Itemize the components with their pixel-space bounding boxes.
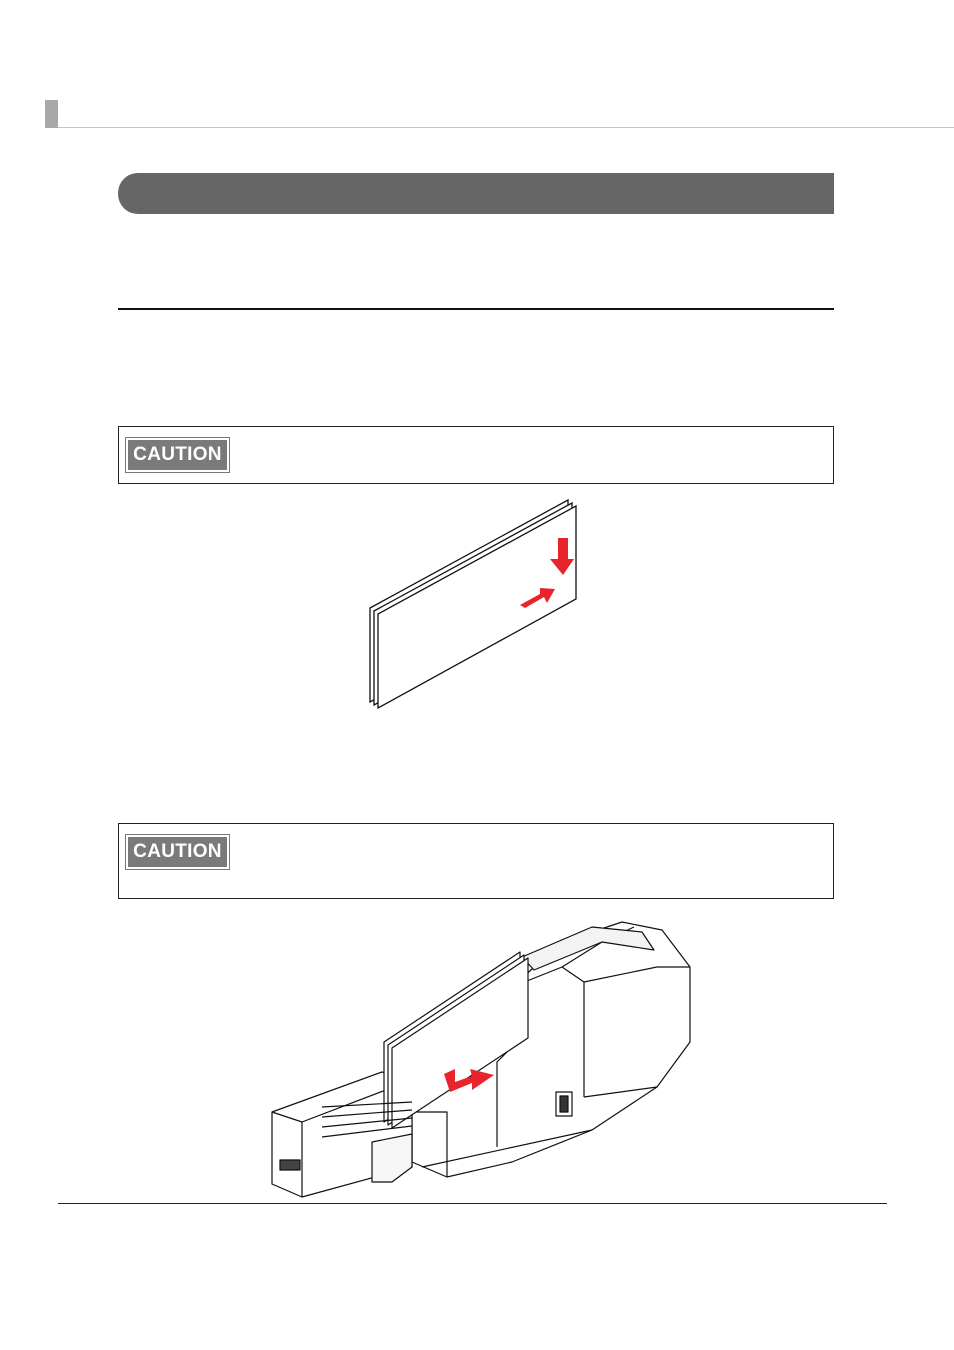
- printer-document-insertion-illustration: [262, 912, 702, 1202]
- document-sheets: [370, 500, 576, 708]
- caution-box-2: [118, 823, 834, 899]
- caution-box-1: [118, 426, 834, 484]
- caution-badge-label: CAUTION: [128, 440, 227, 470]
- section-title-bar: [118, 173, 834, 214]
- header-rule: [58, 127, 954, 128]
- caution-badge-label: CAUTION: [128, 837, 227, 867]
- document-stack-illustration: [355, 495, 595, 720]
- caution-badge: [125, 834, 230, 870]
- header-tab-marker: [45, 100, 58, 128]
- footer-rule: [58, 1203, 887, 1204]
- caution-badge: [125, 437, 230, 473]
- epson-logo-plate: [280, 1160, 300, 1170]
- subsection-rule: [118, 308, 834, 310]
